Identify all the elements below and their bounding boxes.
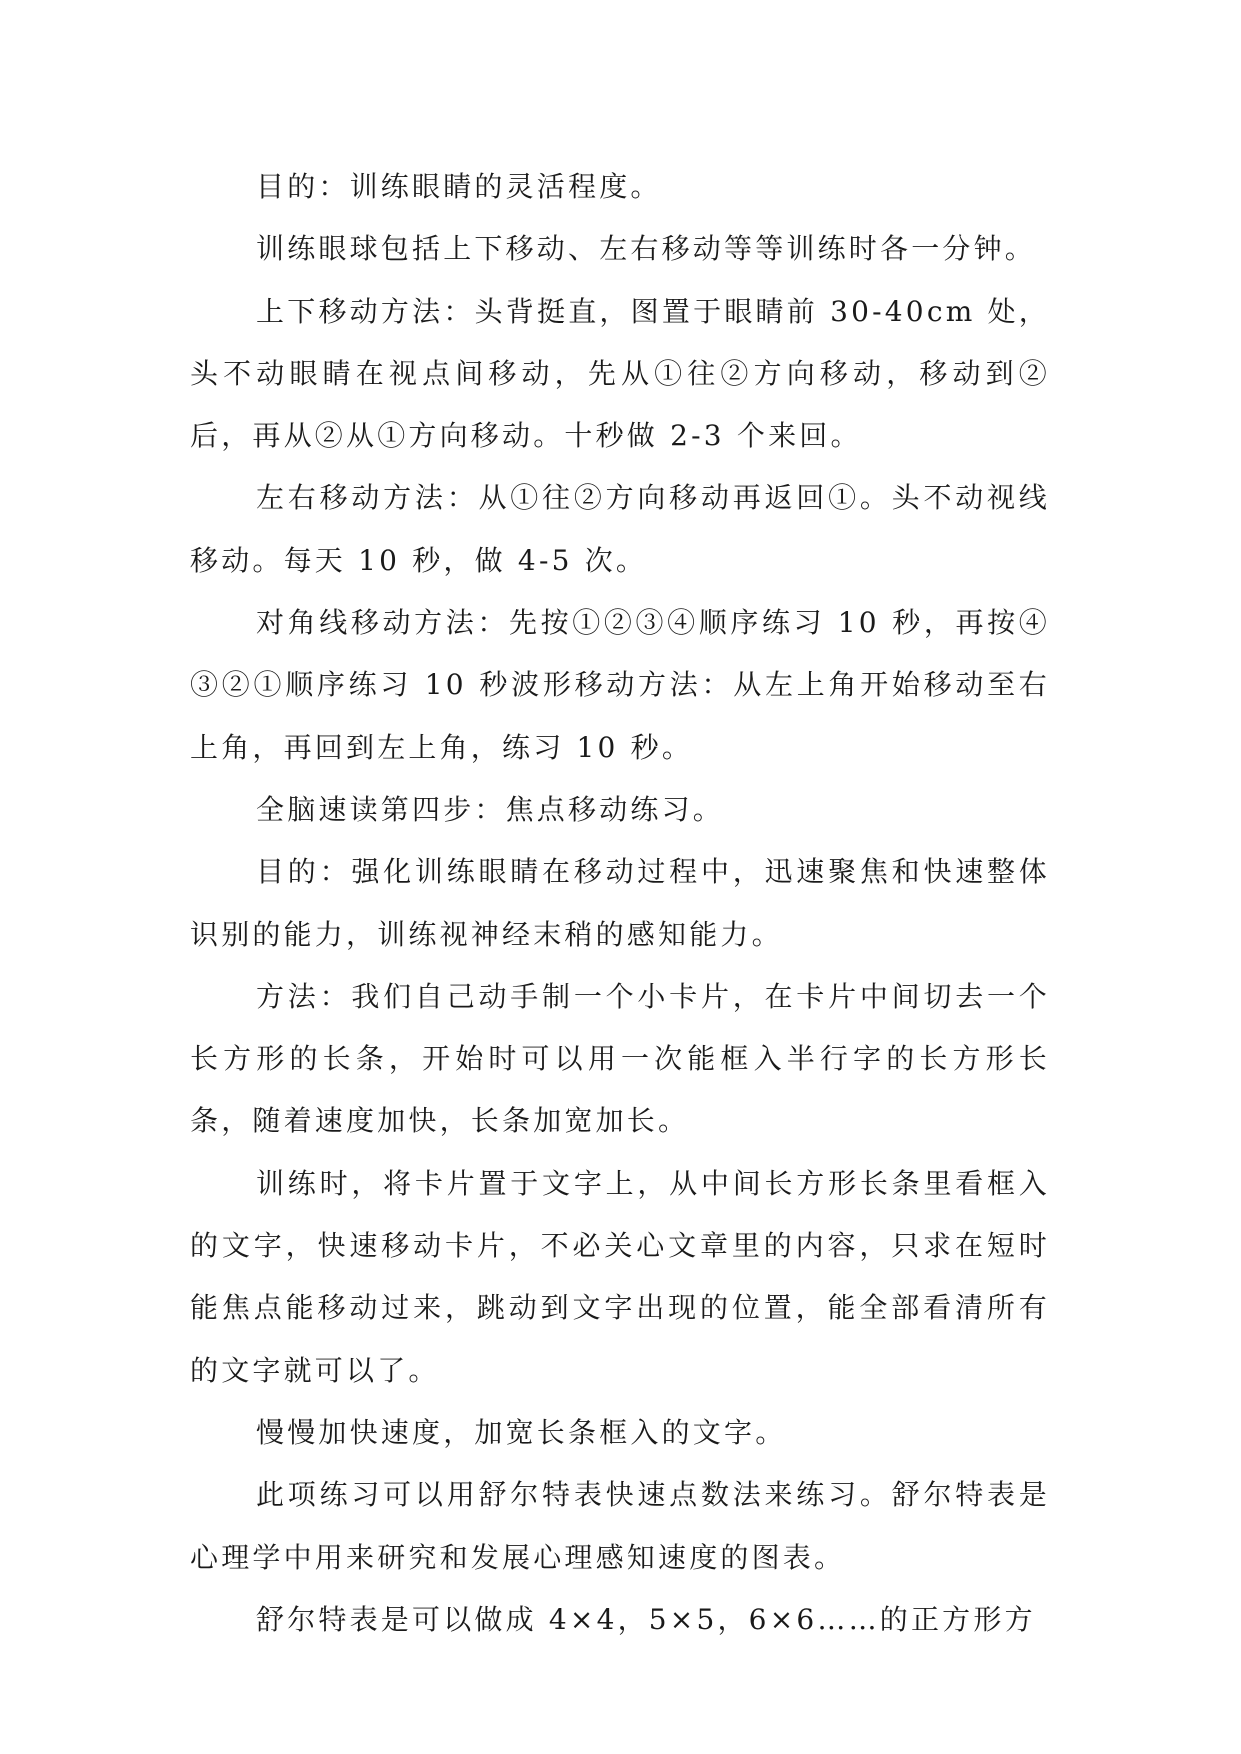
paragraph: 舒尔特表是可以做成 4×4，5×5，6×6……的正方形方 [256, 1602, 1036, 1636]
paragraph: 慢慢加快速度，加宽长条框入的文字。 [256, 1415, 787, 1449]
paragraph: 上下移动方法：头背挺直，图置于眼睛前 30-40cm 处，头不动眼睛在视点间移动，先从①往②方向移动，移动到②后，再从②从①方向移动。十秒做 2-3 个来回。 [190, 294, 1050, 453]
paragraph: 训练眼球包括上下移动、左右移动等等训练时各一分钟。 [256, 232, 1037, 266]
paragraph: 目的：强化训练眼睛在移动过程中，迅速聚焦和快速整体识别的能力，训练视神经末稍的感知能力。 [190, 855, 1050, 951]
paragraph: 全脑速读第四步：焦点移动练习。 [256, 792, 725, 826]
paragraph: 对角线移动方法：先按①②③④顺序练习 10 秒，再按④③②①顺序练习 10 秒波形移动方法：从左上角开始移动至右上角，再回到左上角，练习 10 秒。 [190, 606, 1050, 764]
paragraph: 目的：训练眼睛的灵活程度。 [256, 170, 662, 203]
document-body [190, 156, 1050, 1651]
paragraph: 训练时，将卡片置于文字上，从中间长方形长条里看框入的文字，快速移动卡片，不必关心文章里的内容，只求在短时能焦点能移动过来，跳动到文字出现的位置，能全部看清所有的文字就可以了。 [190, 1166, 1050, 1387]
paragraph: 此项练习可以用舒尔特表快速点数法来练习。舒尔特表是心理学中用来研究和发展心理感知速度的图表。 [190, 1478, 1050, 1574]
paragraph: 左右移动方法：从①往②方向移动再返回①。头不动视线移动。每天 10 秒，做 4-5 次。 [190, 481, 1050, 577]
paragraph: 方法：我们自己动手制一个小卡片，在卡片中间切去一个长方形的长条，开始时可以用一次能框入半行字的长方形长条，随着速度加快，长条加宽加长。 [190, 979, 1050, 1138]
